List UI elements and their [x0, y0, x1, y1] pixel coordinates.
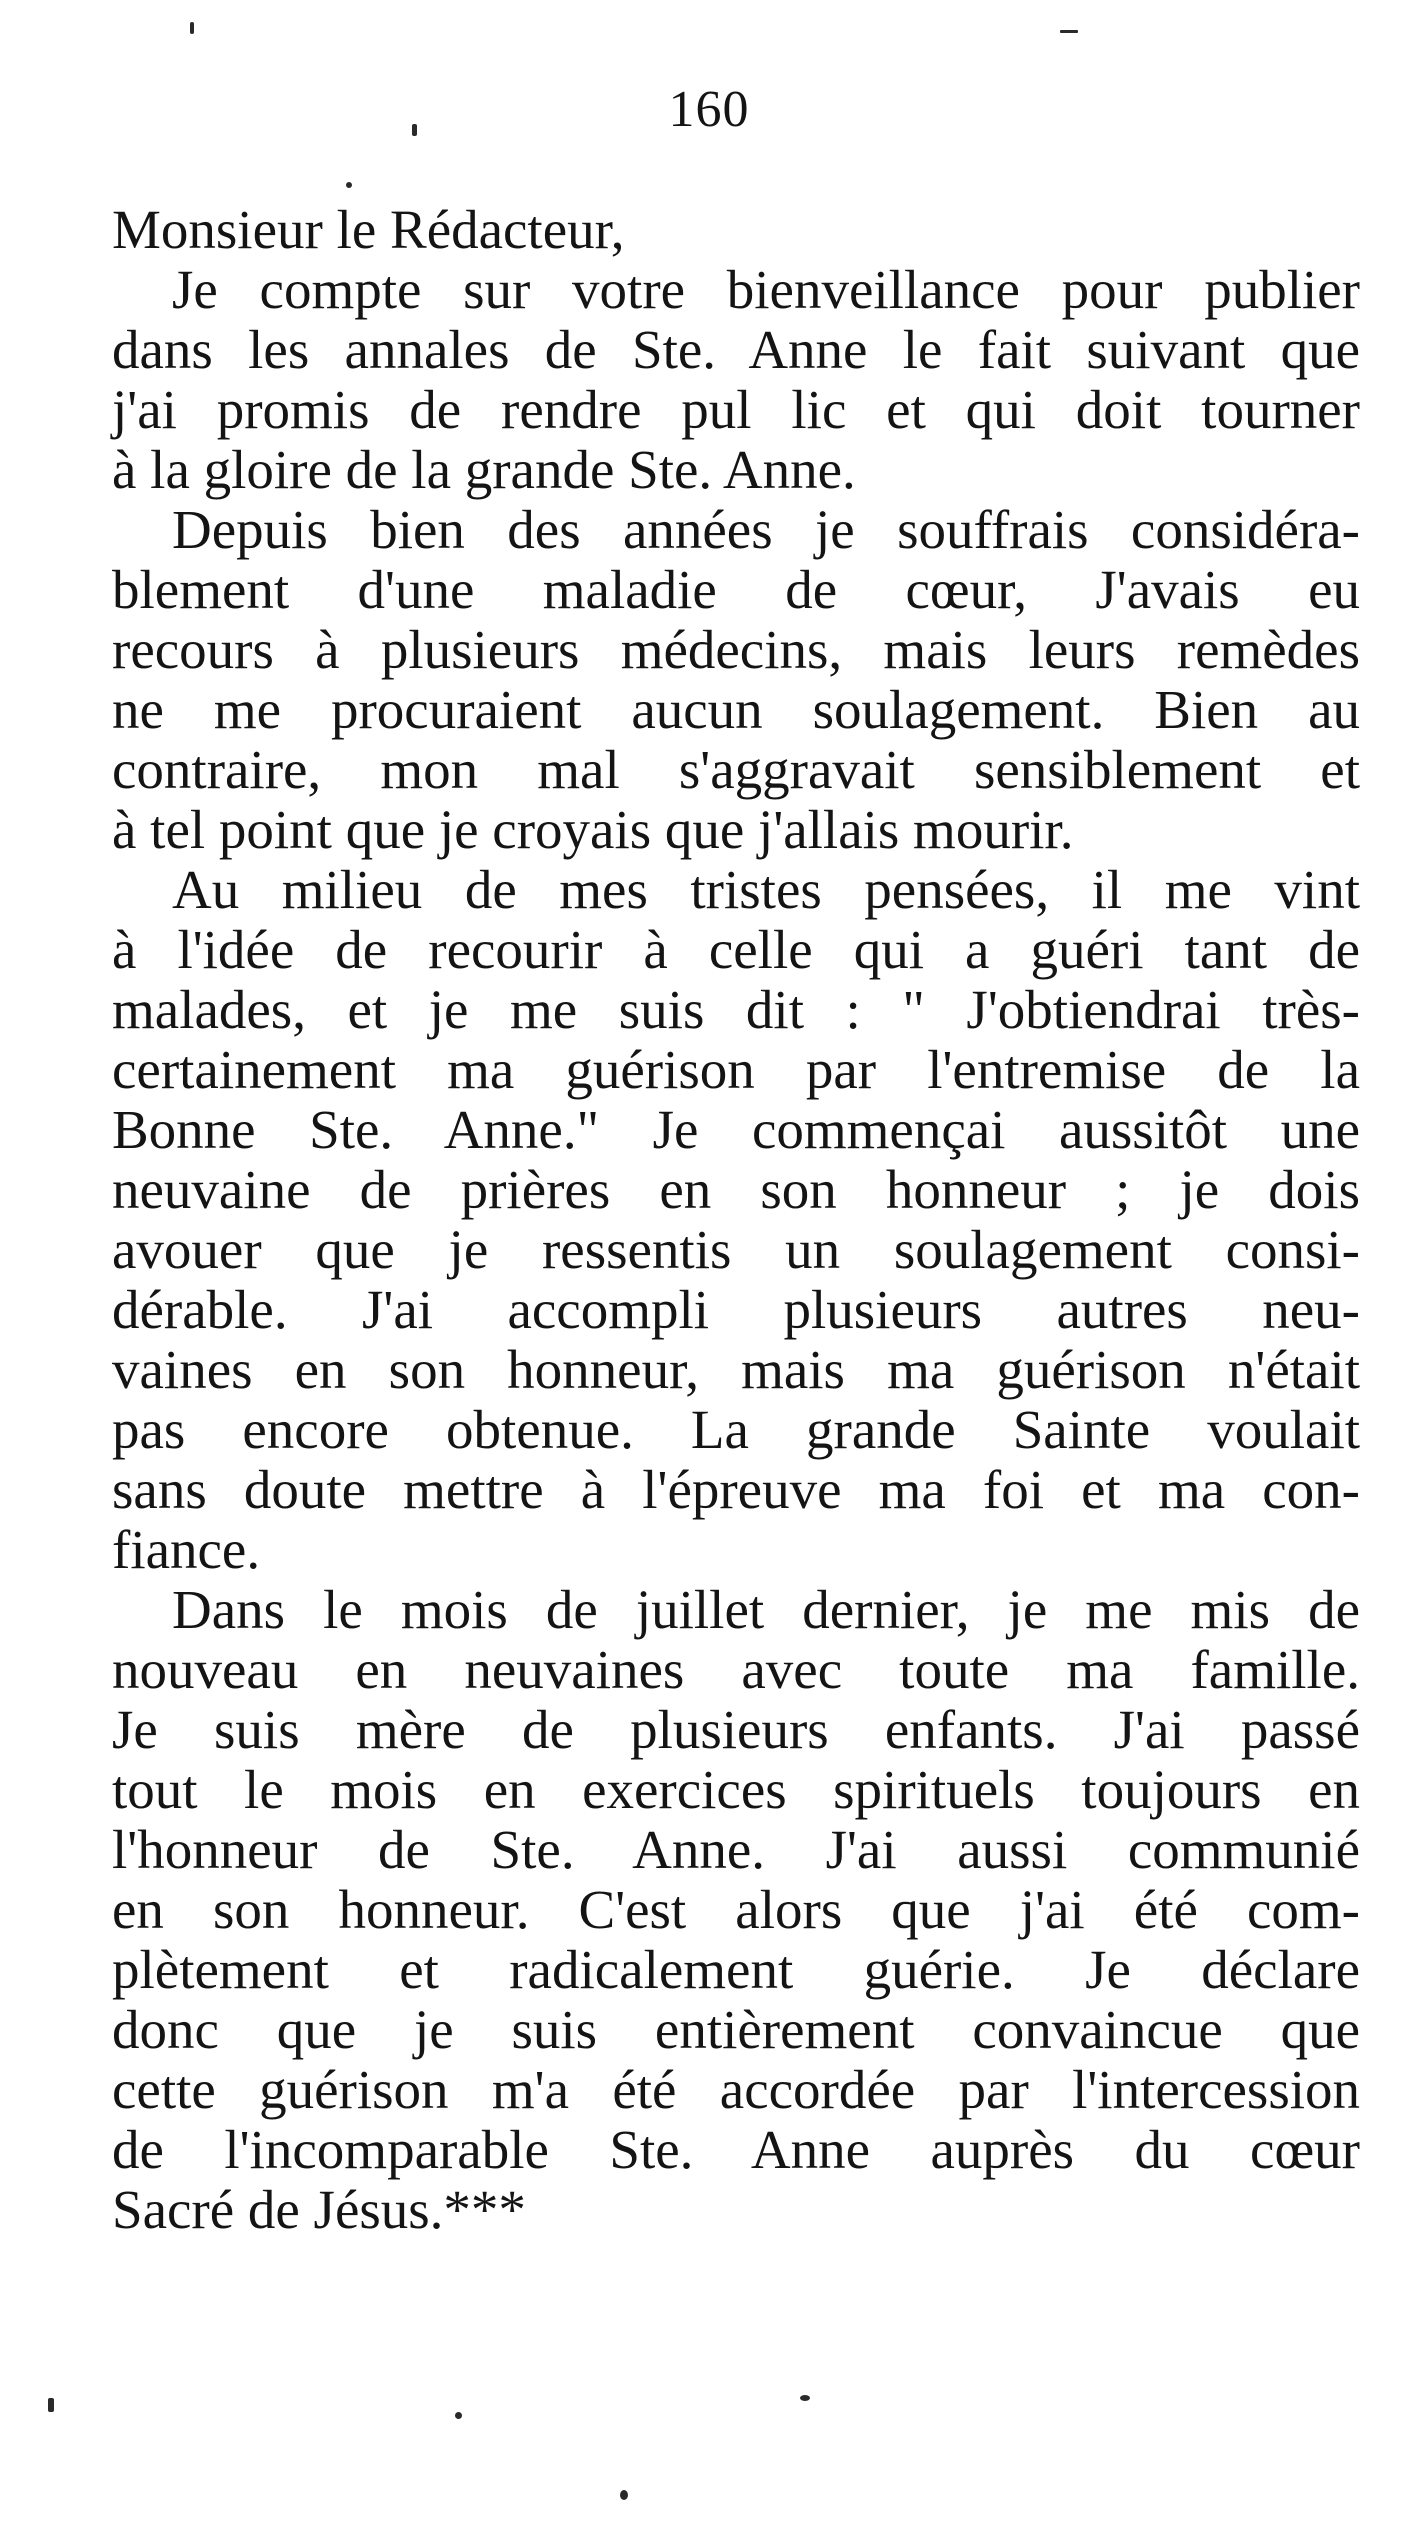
scan-speck — [412, 124, 417, 136]
text-line: tout le mois en exercices spirituels toujours en — [112, 1759, 1360, 1820]
text-line: sans doute mettre à l'épreuve ma foi et ma con- — [112, 1459, 1360, 1520]
text-line: pas encore obtenue. La grande Sainte voulait — [112, 1399, 1360, 1460]
text-line: Depuis bien des années je souffrais considéra- — [172, 499, 1360, 560]
text-line: dans les annales de Ste. Anne le fait suivant que — [112, 319, 1360, 380]
text-line: recours à plusieurs médecins, mais leurs remèdes — [112, 619, 1360, 680]
text-line: Au milieu de mes tristes pensées, il me vint — [172, 859, 1360, 920]
scan-speck — [800, 2395, 810, 2401]
scan-speck — [1060, 30, 1078, 33]
text-line: Je compte sur votre bienveillance pour publier — [172, 259, 1360, 320]
scan-speck — [455, 2412, 462, 2419]
text-line: nouveau en neuvaines avec toute ma famille. — [112, 1639, 1360, 1700]
text-line: de l'incomparable Ste. Anne auprès du cœur — [112, 2119, 1360, 2180]
text-line: Dans le mois de juillet dernier, je me mis de — [172, 1579, 1360, 1640]
page-number: 160 — [668, 81, 750, 138]
text-line: Je suis mère de plusieurs enfants. J'ai passé — [112, 1699, 1360, 1760]
text-line: certainement ma guérison par l'entremise de la — [112, 1039, 1360, 1100]
salutation-line: Monsieur le Rédacteur, — [112, 199, 625, 260]
text-line: malades, et je me suis dit : " J'obtiendrai très- — [112, 979, 1360, 1040]
text-line: à tel point que je croyais que j'allais mourir. — [112, 799, 1074, 860]
text-line: à la gloire de la grande Ste. Anne. — [112, 439, 856, 500]
text-line: donc que je suis entièrement convaincue que — [112, 1999, 1360, 2060]
text-line: dérable. J'ai accompli plusieurs autres neu- — [112, 1279, 1360, 1340]
text-line: j'ai promis de rendre pul lic et qui doit tourner — [112, 379, 1360, 440]
text-line: contraire, mon mal s'aggravait sensiblement et — [112, 739, 1360, 800]
text-line: en son honneur. C'est alors que j'ai été com- — [112, 1879, 1360, 1940]
scan-speck — [620, 2490, 628, 2500]
text-line: cette guérison m'a été accordée par l'intercession — [112, 2059, 1360, 2120]
text-line: neuvaine de prières en son honneur ; je dois — [112, 1159, 1360, 1220]
text-line: Bonne Ste. Anne." Je commençai aussitôt une — [112, 1099, 1360, 1160]
text-line: plètement et radicalement guérie. Je déclare — [112, 1939, 1360, 2000]
text-line: à l'idée de recourir à celle qui a guéri tant de — [112, 919, 1360, 980]
text-line: Sacré de Jésus.*** — [112, 2179, 526, 2240]
letter-body — [112, 200, 1360, 2240]
scan-speck — [48, 2398, 54, 2412]
text-line: fiance. — [112, 1519, 261, 1580]
text-line: l'honneur de Ste. Anne. J'ai aussi communié — [112, 1819, 1360, 1880]
text-line: vaines en son honneur, mais ma guérison n'était — [112, 1339, 1360, 1400]
scan-speck — [190, 22, 194, 34]
text-line: ne me procuraient aucun soulagement. Bien au — [112, 679, 1360, 740]
text-line: avouer que je ressentis un soulagement consi- — [112, 1219, 1360, 1280]
scan-speck — [346, 182, 352, 188]
text-line: blement d'une maladie de cœur, J'avais eu — [112, 559, 1360, 620]
